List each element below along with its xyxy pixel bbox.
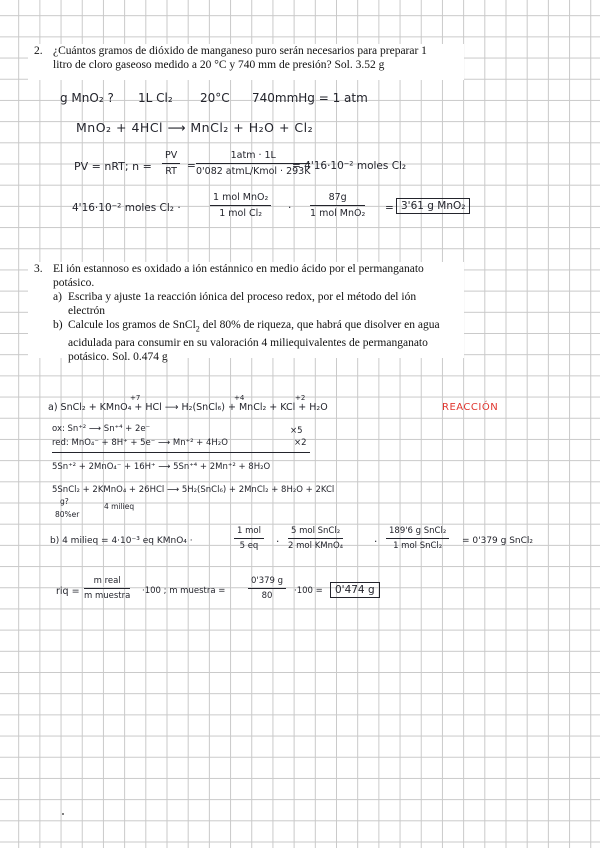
hw3-frac-m-num: 0'379 g xyxy=(248,576,286,589)
problem-3-b-line-3: potásico. Sol. 0.474 g xyxy=(68,351,168,364)
problem-2-number: 2. xyxy=(34,45,43,57)
hw2-frac-conv-1-den: 1 mol Cl₂ xyxy=(219,208,263,219)
hw3-frac-riq-den: m muestra xyxy=(84,591,131,601)
hw3-ionic-equation: 5Sn⁺² + 2MnO₄⁻ + 16H⁺ ⟶ 5Sn⁺⁴ + 2Mn⁺² + 8H₂O xyxy=(52,462,271,472)
hw2-ideal-gas: PV = nRT; n = xyxy=(74,160,152,173)
hw2-eq1: = xyxy=(187,160,196,172)
hw3-frac-b3 xyxy=(386,526,449,551)
problem-3-b-sub: 2 xyxy=(195,324,200,334)
stray-mark xyxy=(62,813,64,815)
hw3-frac-m-den: 80 xyxy=(261,591,273,601)
hw2-moles-result: = 4'16·10⁻² moles Cl₂ xyxy=(292,160,407,172)
hw3-part-b-result: = 0'379 g SnCl₂ xyxy=(462,536,534,546)
problem-2-line-2: litro de cloro gaseoso medido a 20 °C y 740 mm de presión? Sol. 3.52 g xyxy=(53,59,385,71)
problem-3-b-line-1 xyxy=(68,318,464,336)
hw3-equation-a: a) SnCl₂ + KMnO₄ + HCl ⟶ H₂(SnCl₆) + MnCl₂ + KCl + H₂O xyxy=(48,402,328,413)
hw3-dot-b1: · xyxy=(276,536,280,548)
hw2-frac-pv-den: RT xyxy=(165,166,177,177)
hw3-ox-state-4: +4 xyxy=(234,394,245,402)
hw3-sum-line xyxy=(52,452,310,453)
hw3-dot-b2: · xyxy=(374,536,378,548)
hw3-frac-b2 xyxy=(288,526,343,551)
hw3-frac-b3-den: 1 mol SnCl₂ xyxy=(393,541,443,551)
hw3-frac-b1-den: 5 eq xyxy=(239,541,259,551)
hw3-oxidation: ox: Sn⁺² ⟶ Sn⁺⁴ + 2e⁻ xyxy=(52,424,151,434)
problem-3-b-line-2: acidulada para consumir en su valoración 4 miliequivalentes de permanganato xyxy=(68,337,428,350)
hw3-part-b-start: b) 4 milieq = 4·10⁻³ eq KMnO₄ · xyxy=(50,536,193,546)
hw3-frac-b1 xyxy=(234,526,264,551)
hw2-data-p: 740mmHg = 1 atm xyxy=(252,91,368,105)
problem-3-b-pre: Calcule los gramos de SnCl xyxy=(68,319,196,331)
hw3-reduction: red: MnO₄⁻ + 8H⁺ + 5e⁻ ⟶ Mn⁺² + 4H₂O xyxy=(52,438,228,448)
hw3-ox-state-2: +2 xyxy=(295,394,306,402)
problem-3-a-line-2: electrón xyxy=(68,305,106,317)
hw3-g-mark: g? xyxy=(60,497,69,506)
hw3-frac-b2-den: 2 mol KMnO₄ xyxy=(288,541,344,551)
problem-3-b-label: b) xyxy=(53,319,63,331)
problem-3-statement xyxy=(28,262,464,364)
problem-3-number: 3. xyxy=(34,263,43,275)
hw3-frac-riq-num: m real xyxy=(84,576,130,589)
problem-3-a-label: a) xyxy=(53,291,62,303)
hw3-mileq: 4 milieq xyxy=(104,502,135,511)
hw3-frac-b3-num: 189'6 g SnCl₂ xyxy=(386,526,449,539)
hw2-frac-conv-2-num: 87g xyxy=(310,192,365,206)
problem-3-intro-1: El ión estannoso es oxidado a ión estánnico en medio ácido por el permanganato xyxy=(53,263,424,275)
hw2-data-g: g MnO₂ ? xyxy=(60,91,114,105)
hw3-reduction-mult: ×2 xyxy=(294,438,307,448)
hw2-data-v: 1L Cl₂ xyxy=(138,91,173,105)
problem-3-a-line-1: Escriba y ajuste 1a reacción iónica del proceso redox, por el método del ión xyxy=(68,291,417,303)
hw3-oxidation-mult: ×5 xyxy=(290,426,303,436)
hw3-final-answer-box: 0'474 g xyxy=(330,582,380,598)
hw3-ox-state-7: +7 xyxy=(130,394,141,402)
hw3-purity: 80%er xyxy=(55,510,80,519)
hw2-frac-calc-den: 0'082 atmL/Kmol · 293K xyxy=(196,166,311,177)
hw2-dot: · xyxy=(288,202,292,214)
hw3-frac-b1-num: 1 mol xyxy=(234,526,264,539)
hw2-frac-pv-num: PV xyxy=(162,150,180,164)
hw2-conversion-start: 4'16·10⁻² moles Cl₂ · xyxy=(72,202,181,214)
hw2-frac-calc-num: 1atm · 1L xyxy=(196,150,310,164)
hw2-frac-pv xyxy=(162,150,180,177)
hw3-riq-label: riq = xyxy=(56,586,80,597)
hw3-frac-riq xyxy=(84,576,130,601)
problem-3-intro-2: potásico. xyxy=(53,277,95,289)
hw2-data-t: 20°C xyxy=(200,91,230,105)
problem-2-statement xyxy=(28,44,464,80)
hw3-molecular-equation: 5SnCl₂ + 2KMnO₄ + 26HCl ⟶ 5H₂(SnCl₆) + 2MnCl₂ + 8H₂O + 2KCl xyxy=(52,485,335,495)
hw2-reaction: MnO₂ + 4HCl ⟶ MnCl₂ + H₂O + Cl₂ xyxy=(76,120,314,135)
hw3-reaction-label: REACCIÓN xyxy=(442,402,499,413)
hw2-answer-eq: = xyxy=(385,202,394,214)
hw3-frac-b2-num: 5 mol SnCl₂ xyxy=(288,526,343,539)
hw3-frac-m xyxy=(248,576,286,601)
hw2-answer-box: 3'61 g MnO₂ xyxy=(396,198,470,214)
hw3-riq-tail: ·100 ; m muestra = xyxy=(142,586,226,596)
hw2-frac-conv-2 xyxy=(310,192,365,219)
hw2-frac-conv-1-num: 1 mol MnO₂ xyxy=(210,192,271,206)
hw2-frac-conv-1 xyxy=(210,192,271,219)
problem-2-line-1: ¿Cuántos gramos de dióxido de manganeso puro serán necesarios para preparar 1 xyxy=(53,45,427,57)
hw2-frac-conv-2-den: 1 mol MnO₂ xyxy=(310,208,366,219)
hw3-m-tail: ·100 = xyxy=(294,586,323,596)
problem-3-b-post: del 80% de riqueza, que habrá que disolver en agua xyxy=(199,319,440,331)
